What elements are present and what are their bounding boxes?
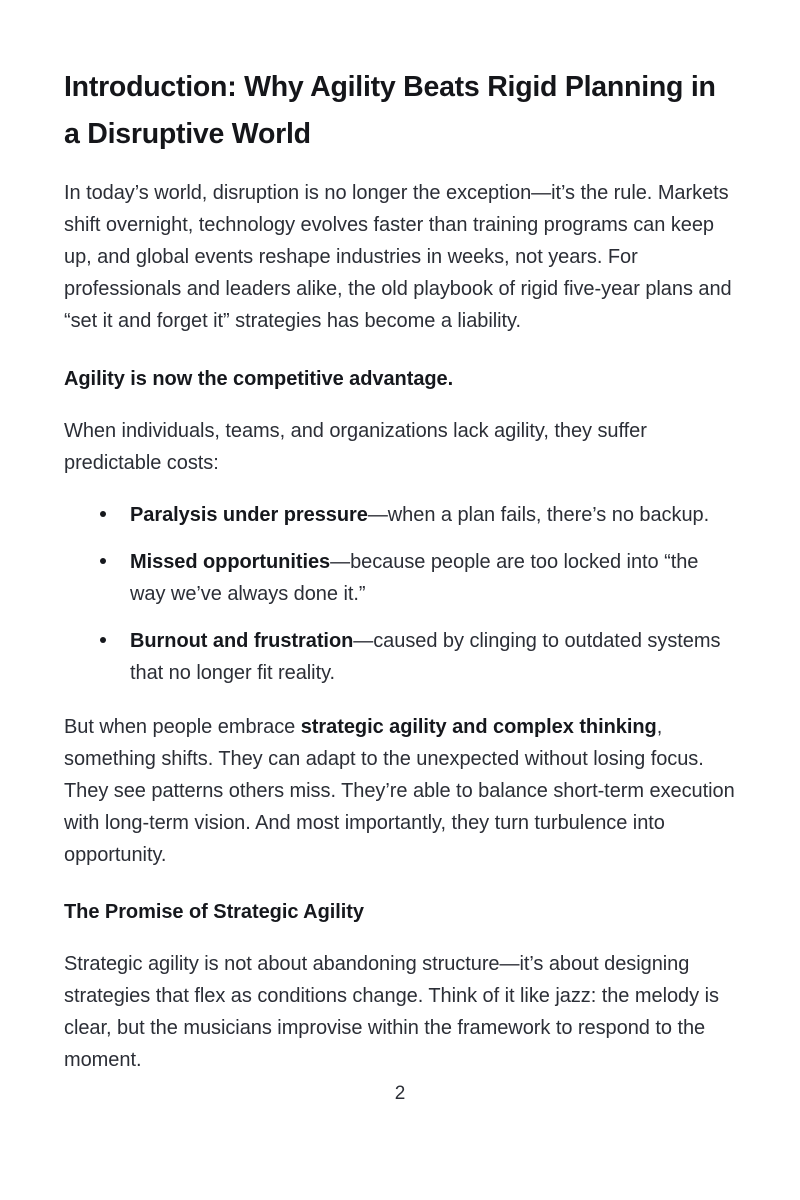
list-item-description: —caused by clinging to outdated systems that no longer fit reality. bbox=[130, 630, 721, 684]
page-title bbox=[64, 0, 724, 158]
list-item bbox=[64, 499, 736, 531]
list-item bbox=[64, 546, 736, 610]
page-title-line-1: Introduction: Why Agility Beats Rigid Planning bbox=[64, 71, 684, 103]
costs-intro-paragraph: When individuals, teams, and organizations lack agility, they suffer predictable costs: bbox=[64, 420, 647, 474]
page-content bbox=[64, 0, 736, 1076]
promise-paragraph: Strategic agility is not about abandoning structure—it’s about designing strategies that flex as conditions change. Think of it like jazz: the melody is clear, but the musicians improvise within the framework to respond to the moment. bbox=[64, 953, 719, 1071]
agility-costs-list bbox=[64, 499, 736, 689]
page-title-line-2: in a Disruptive World bbox=[64, 71, 716, 150]
embrace-agility-emphasis: strategic agility and complex thinking bbox=[300, 716, 657, 738]
list-item-description: —when a plan fails, there’s no backup. bbox=[367, 504, 710, 526]
bullet-point-icon bbox=[100, 637, 106, 643]
page-number: 2 bbox=[394, 1083, 406, 1104]
bullet-point-icon bbox=[100, 511, 106, 517]
list-item-term: Paralysis under pressure bbox=[130, 504, 368, 526]
section-subheading: The Promise of Strategic Agility bbox=[64, 901, 364, 923]
embrace-agility-text-before: But when people embrace bbox=[64, 716, 301, 738]
lead-statement: Agility is now the competitive advantage. bbox=[64, 368, 454, 390]
list-item-term: Burnout and frustration bbox=[130, 630, 354, 652]
list-item-description: —because people are too locked into “the way we’ve always done it.” bbox=[130, 551, 699, 605]
embrace-agility-paragraph bbox=[64, 711, 736, 871]
intro-paragraph: In today’s world, disruption is no longer the exception—it’s the rule. Markets shift overnight, technology evolves faster than training programs can keep up, and global events reshape industries in weeks, not years. For professionals and leaders alike, the old playbook of rigid five-year plans and “set it and forget it” strategies has become a liability. bbox=[64, 182, 732, 332]
list-item bbox=[64, 625, 736, 689]
embrace-agility-text-after: , something shifts. They can adapt to the unexpected without losing focus. They see patterns others miss. They’re able to balance short-term execution with long-term vision. And most importantly, they turn turbulence into opportunity. bbox=[64, 716, 735, 866]
bullet-point-icon bbox=[100, 558, 106, 564]
list-item-term: Missed opportunities bbox=[130, 551, 331, 573]
